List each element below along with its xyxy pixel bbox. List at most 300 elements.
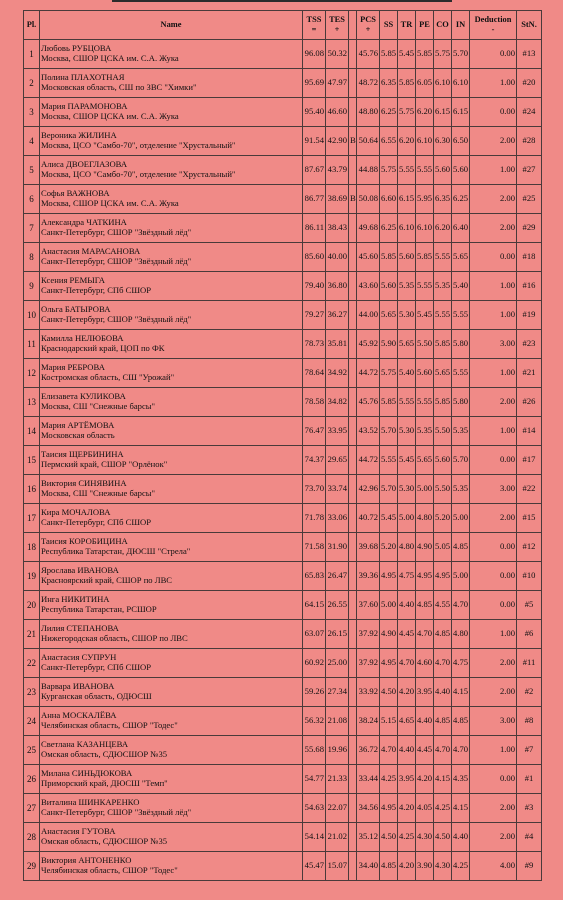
row-pe: 4.90 (416, 533, 434, 562)
table-row (24, 852, 542, 881)
table-row (24, 214, 542, 243)
skater-club: Московская область, СШ по ЗВС "Химки" (41, 82, 197, 92)
row-ss: 4.70 (380, 736, 398, 765)
row-pe: 6.20 (416, 98, 434, 127)
row-tes: 36.80 (326, 272, 349, 301)
skater-name: Виталина ШИНКАРЕНКО (41, 797, 140, 808)
skater-club: Красноярский край, СШОР по ЛВС (41, 575, 173, 585)
table-row (24, 678, 542, 707)
row-in: 5.00 (452, 562, 470, 591)
row-pcs: 40.72 (357, 504, 380, 533)
row-in: 5.80 (452, 388, 470, 417)
row-co: 5.85 (434, 330, 452, 359)
row-tes: 26.47 (326, 562, 349, 591)
row-flag (349, 214, 357, 243)
row-place: 26 (24, 765, 40, 794)
row-name (40, 185, 303, 214)
row-start-number: #4 (517, 823, 542, 852)
row-flag (349, 417, 357, 446)
row-ss: 5.45 (380, 504, 398, 533)
skater-club: Москва, СШ "Снежные барсы" (41, 488, 156, 498)
row-start-number: #15 (517, 504, 542, 533)
row-pe: 4.85 (416, 591, 434, 620)
row-name (40, 678, 303, 707)
row-place: 22 (24, 649, 40, 678)
row-in: 4.70 (452, 591, 470, 620)
table-row (24, 272, 542, 301)
row-start-number: #1 (517, 765, 542, 794)
row-tss: 45.47 (303, 852, 326, 881)
row-ss: 5.85 (380, 40, 398, 69)
row-co: 6.30 (434, 127, 452, 156)
row-co: 5.50 (434, 475, 452, 504)
row-start-number: #10 (517, 562, 542, 591)
row-name (40, 446, 303, 475)
row-start-number: #12 (517, 533, 542, 562)
row-co: 5.65 (434, 359, 452, 388)
row-pcs: 44.72 (357, 446, 380, 475)
row-pcs: 44.88 (357, 156, 380, 185)
row-flag (349, 446, 357, 475)
skater-club: Республика Татарстан, РСШОР (41, 604, 157, 614)
row-place: 2 (24, 69, 40, 98)
row-tss: 63.07 (303, 620, 326, 649)
row-tr: 4.20 (398, 794, 416, 823)
row-start-number: #7 (517, 736, 542, 765)
col-header-pcs: PCS + (357, 11, 380, 40)
table-row (24, 446, 542, 475)
row-flag (349, 765, 357, 794)
row-in: 5.55 (452, 359, 470, 388)
row-tss: 95.40 (303, 98, 326, 127)
row-place: 17 (24, 504, 40, 533)
row-in: 4.85 (452, 707, 470, 736)
skater-name: Анастасия ГУТОВА (41, 826, 116, 837)
skater-name: Любовь РУБЦОВА (41, 43, 112, 54)
row-in: 5.70 (452, 446, 470, 475)
skater-name: Анастасия СУПРУН (41, 652, 117, 663)
row-flag (349, 504, 357, 533)
col-header-ss: SS (380, 11, 398, 40)
row-start-number: #27 (517, 156, 542, 185)
row-co: 4.70 (434, 649, 452, 678)
row-tss: 65.83 (303, 562, 326, 591)
skater-club: Омская область, СДЮСШОР №35 (41, 749, 168, 759)
skater-club: Москва, СШОР ЦСКА им. С.А. Жука (41, 198, 179, 208)
row-flag (349, 40, 357, 69)
skater-club: Санкт-Петербург, СШОР "Звёздный лёд" (41, 314, 192, 324)
row-ss: 6.60 (380, 185, 398, 214)
row-name (40, 156, 303, 185)
table-row (24, 620, 542, 649)
row-place: 5 (24, 156, 40, 185)
row-co: 6.20 (434, 214, 452, 243)
table-row (24, 330, 542, 359)
row-name (40, 765, 303, 794)
skater-name: Ярослава ИВАНОВА (41, 565, 119, 576)
row-ss: 6.35 (380, 69, 398, 98)
row-start-number: #28 (517, 127, 542, 156)
row-ss: 5.90 (380, 330, 398, 359)
row-pcs: 34.56 (357, 794, 380, 823)
row-flag (349, 272, 357, 301)
row-place: 28 (24, 823, 40, 852)
row-tr: 4.70 (398, 649, 416, 678)
row-deduction: 3.00 (470, 475, 517, 504)
row-tss: 73.70 (303, 475, 326, 504)
table-row (24, 98, 542, 127)
row-start-number: #5 (517, 591, 542, 620)
row-pe: 4.60 (416, 649, 434, 678)
row-start-number: #19 (517, 301, 542, 330)
row-deduction: 1.00 (470, 359, 517, 388)
row-tss: 78.58 (303, 388, 326, 417)
row-in: 4.35 (452, 765, 470, 794)
row-in: 5.60 (452, 156, 470, 185)
row-tes: 42.90 (326, 127, 349, 156)
row-tes: 21.33 (326, 765, 349, 794)
skater-club: Москва, ЦСО "Самбо-70", отделение "Хрустальный" (41, 140, 236, 150)
row-co: 4.55 (434, 591, 452, 620)
row-ss: 5.65 (380, 301, 398, 330)
row-deduction: 0.00 (470, 765, 517, 794)
row-place: 15 (24, 446, 40, 475)
row-tr: 6.20 (398, 127, 416, 156)
row-tes: 34.82 (326, 388, 349, 417)
row-deduction: 1.00 (470, 156, 517, 185)
row-tr: 3.95 (398, 765, 416, 794)
row-flag (349, 852, 357, 881)
row-pcs: 45.60 (357, 243, 380, 272)
col-header-tss: TSS = (303, 11, 326, 40)
row-place: 10 (24, 301, 40, 330)
row-in: 4.15 (452, 678, 470, 707)
row-pe: 4.70 (416, 620, 434, 649)
row-co: 4.85 (434, 620, 452, 649)
row-ss: 5.70 (380, 475, 398, 504)
row-start-number: #8 (517, 707, 542, 736)
row-pe: 6.05 (416, 69, 434, 98)
row-start-number: #9 (517, 852, 542, 881)
row-tr: 5.45 (398, 40, 416, 69)
skater-name: Елизавета КУЛИКОВА (41, 391, 126, 402)
row-pcs: 38.24 (357, 707, 380, 736)
table-row (24, 707, 542, 736)
row-tr: 4.75 (398, 562, 416, 591)
row-tes: 25.00 (326, 649, 349, 678)
row-place: 14 (24, 417, 40, 446)
row-name (40, 852, 303, 881)
row-place: 7 (24, 214, 40, 243)
row-name (40, 823, 303, 852)
skater-club: Санкт-Петербург, СПб СШОР (41, 517, 152, 527)
row-pcs: 49.68 (357, 214, 380, 243)
row-tss: 59.26 (303, 678, 326, 707)
row-co: 4.40 (434, 678, 452, 707)
row-deduction: 2.00 (470, 214, 517, 243)
row-ss: 5.75 (380, 359, 398, 388)
row-start-number: #22 (517, 475, 542, 504)
table-row (24, 823, 542, 852)
row-ss: 5.85 (380, 243, 398, 272)
row-deduction: 0.00 (470, 591, 517, 620)
skater-club: Москва, СШОР ЦСКА им. С.А. Жука (41, 53, 179, 63)
skater-name: Ольга БАТЫРОВА (41, 304, 111, 315)
row-name (40, 736, 303, 765)
row-tr: 5.30 (398, 417, 416, 446)
row-flag (349, 475, 357, 504)
row-tr: 6.15 (398, 185, 416, 214)
table-row (24, 649, 542, 678)
row-in: 5.65 (452, 243, 470, 272)
row-start-number: #17 (517, 446, 542, 475)
row-place: 23 (24, 678, 40, 707)
skater-club: Нижегородская область, СШОР по ЛВС (41, 633, 188, 643)
col-header-tes: TES + (326, 11, 349, 40)
table-row (24, 504, 542, 533)
row-tes: 36.27 (326, 301, 349, 330)
skater-name: Лилия СТЕПАНОВА (41, 623, 119, 634)
skater-name: Мария РЕБРОВА (41, 362, 105, 373)
row-tss: 54.14 (303, 823, 326, 852)
row-tr: 5.85 (398, 69, 416, 98)
row-tr: 4.40 (398, 591, 416, 620)
row-deduction: 1.00 (470, 272, 517, 301)
row-in: 6.40 (452, 214, 470, 243)
row-start-number: #24 (517, 98, 542, 127)
results-body (24, 40, 542, 881)
row-co: 4.15 (434, 765, 452, 794)
row-pe: 5.95 (416, 185, 434, 214)
row-flag (349, 794, 357, 823)
table-row (24, 243, 542, 272)
skater-club: Краснодарский край, ЦОП по ФК (41, 343, 165, 353)
row-ss: 4.95 (380, 794, 398, 823)
row-in: 5.35 (452, 475, 470, 504)
row-start-number: #18 (517, 243, 542, 272)
row-deduction: 0.00 (470, 533, 517, 562)
row-name (40, 359, 303, 388)
row-deduction: 0.00 (470, 98, 517, 127)
row-start-number: #13 (517, 40, 542, 69)
row-tes: 33.74 (326, 475, 349, 504)
row-co: 5.20 (434, 504, 452, 533)
row-pcs: 42.96 (357, 475, 380, 504)
row-deduction: 2.00 (470, 185, 517, 214)
row-place: 1 (24, 40, 40, 69)
row-pcs: 39.36 (357, 562, 380, 591)
row-pe: 4.40 (416, 707, 434, 736)
skater-club: Москва, СШОР ЦСКА им. С.А. Жука (41, 111, 179, 121)
row-tss: 76.47 (303, 417, 326, 446)
skater-name: Камилла НЕЛЮБОВА (41, 333, 124, 344)
row-in: 4.15 (452, 794, 470, 823)
row-name (40, 475, 303, 504)
col-header-stn: StN. (517, 11, 542, 40)
row-name (40, 388, 303, 417)
row-flag (349, 562, 357, 591)
row-tss: 60.92 (303, 649, 326, 678)
skater-name: Мария АРТЁМОВА (41, 420, 115, 431)
skater-club: Приморский край, ДЮСШ "Темп" (41, 778, 168, 788)
row-place: 8 (24, 243, 40, 272)
row-deduction: 2.00 (470, 823, 517, 852)
row-place: 27 (24, 794, 40, 823)
header-row (24, 11, 542, 40)
row-tss: 64.15 (303, 591, 326, 620)
row-deduction: 2.00 (470, 504, 517, 533)
row-ss: 5.15 (380, 707, 398, 736)
row-tss: 91.54 (303, 127, 326, 156)
col-header-tr: TR (398, 11, 416, 40)
col-header-pl: Pl. (24, 11, 40, 40)
row-pe: 5.85 (416, 40, 434, 69)
row-pe: 3.90 (416, 852, 434, 881)
row-flag (349, 301, 357, 330)
row-deduction: 1.00 (470, 736, 517, 765)
row-pcs: 48.72 (357, 69, 380, 98)
row-co: 4.70 (434, 736, 452, 765)
row-place: 25 (24, 736, 40, 765)
skater-club: Челябинская область, СШОР "Тодес" (41, 720, 178, 730)
row-name (40, 330, 303, 359)
row-place: 29 (24, 852, 40, 881)
row-tr: 4.45 (398, 620, 416, 649)
row-pe: 5.60 (416, 359, 434, 388)
table-row (24, 533, 542, 562)
row-ss: 4.90 (380, 620, 398, 649)
row-flag (349, 388, 357, 417)
row-tr: 5.30 (398, 301, 416, 330)
row-start-number: #29 (517, 214, 542, 243)
row-name (40, 649, 303, 678)
row-ss: 4.85 (380, 852, 398, 881)
row-tes: 34.92 (326, 359, 349, 388)
skater-name: Виктория АНТОНЕНКО (41, 855, 132, 866)
skater-name: Светлана КАЗАНЦЕВА (41, 739, 129, 750)
row-flag (349, 736, 357, 765)
row-tr: 4.80 (398, 533, 416, 562)
row-co: 5.75 (434, 40, 452, 69)
row-name (40, 562, 303, 591)
skater-club: Московская область (41, 430, 115, 440)
row-co: 4.95 (434, 562, 452, 591)
row-tr: 5.55 (398, 156, 416, 185)
row-co: 5.35 (434, 272, 452, 301)
row-place: 19 (24, 562, 40, 591)
row-in: 4.75 (452, 649, 470, 678)
table-row (24, 794, 542, 823)
row-tes: 38.43 (326, 214, 349, 243)
skater-name: Таисия КОРОБИЦИНА (41, 536, 128, 547)
row-pe: 3.95 (416, 678, 434, 707)
skater-name: Варвара ИВАНОВА (41, 681, 115, 692)
row-co: 6.35 (434, 185, 452, 214)
row-tss: 86.77 (303, 185, 326, 214)
table-row (24, 156, 542, 185)
row-co: 5.50 (434, 417, 452, 446)
table-row (24, 765, 542, 794)
row-co: 4.50 (434, 823, 452, 852)
skater-club: Санкт-Петербург, СШОР "Звёздный лёд" (41, 256, 192, 266)
row-name (40, 243, 303, 272)
row-start-number: #23 (517, 330, 542, 359)
row-in: 5.70 (452, 40, 470, 69)
row-tss: 96.08 (303, 40, 326, 69)
row-place: 9 (24, 272, 40, 301)
row-tes: 50.32 (326, 40, 349, 69)
row-tss: 86.11 (303, 214, 326, 243)
col-header-pe: PE (416, 11, 434, 40)
row-name (40, 98, 303, 127)
skater-club: Республика Татарстан, ДЮСШ "Стрела" (41, 546, 191, 556)
table-row (24, 359, 542, 388)
row-tr: 5.30 (398, 475, 416, 504)
row-pcs: 37.60 (357, 591, 380, 620)
row-flag (349, 678, 357, 707)
table-row (24, 475, 542, 504)
row-co: 4.30 (434, 852, 452, 881)
row-ss: 4.95 (380, 562, 398, 591)
row-tes: 29.65 (326, 446, 349, 475)
row-pe: 4.05 (416, 794, 434, 823)
row-co: 5.60 (434, 446, 452, 475)
row-deduction: 0.00 (470, 243, 517, 272)
skater-club: Санкт-Петербург, СПб СШОР (41, 662, 152, 672)
row-start-number: #25 (517, 185, 542, 214)
row-pcs: 45.76 (357, 388, 380, 417)
table-row (24, 40, 542, 69)
row-start-number: #21 (517, 359, 542, 388)
row-flag (349, 707, 357, 736)
row-flag (349, 620, 357, 649)
row-name (40, 417, 303, 446)
row-ss: 6.55 (380, 127, 398, 156)
col-header-in: IN (452, 11, 470, 40)
skater-club: Челябинская область, СШОР "Тодес" (41, 865, 178, 875)
row-tes: 46.60 (326, 98, 349, 127)
row-place: 21 (24, 620, 40, 649)
skater-name: Полина ПЛАХОТНАЯ (41, 72, 125, 83)
row-deduction: 0.00 (470, 562, 517, 591)
row-pe: 5.00 (416, 475, 434, 504)
skater-name: Анастасия МАРАСАНОВА (41, 246, 141, 257)
row-pe: 6.10 (416, 214, 434, 243)
skater-name: Александра ЧАТКИНА (41, 217, 127, 228)
row-tes: 33.95 (326, 417, 349, 446)
row-tss: 55.68 (303, 736, 326, 765)
skater-name: Виктория СИНЯВИНА (41, 478, 127, 489)
table-row (24, 69, 542, 98)
row-deduction: 2.00 (470, 678, 517, 707)
row-pe: 4.45 (416, 736, 434, 765)
row-co: 6.15 (434, 98, 452, 127)
row-deduction: 2.00 (470, 649, 517, 678)
row-name (40, 69, 303, 98)
row-tr: 5.75 (398, 98, 416, 127)
row-in: 4.70 (452, 736, 470, 765)
row-in: 4.85 (452, 533, 470, 562)
row-place: 12 (24, 359, 40, 388)
top-rule (112, 0, 452, 2)
row-in: 5.40 (452, 272, 470, 301)
skater-name: Кира МОЧАЛОВА (41, 507, 111, 518)
row-ss: 5.60 (380, 272, 398, 301)
row-tes: 38.69 (326, 185, 349, 214)
row-pe: 4.30 (416, 823, 434, 852)
skater-club: Москва, ЦСО "Самбо-70", отделение "Хрустальный" (41, 169, 236, 179)
row-pcs: 37.92 (357, 649, 380, 678)
